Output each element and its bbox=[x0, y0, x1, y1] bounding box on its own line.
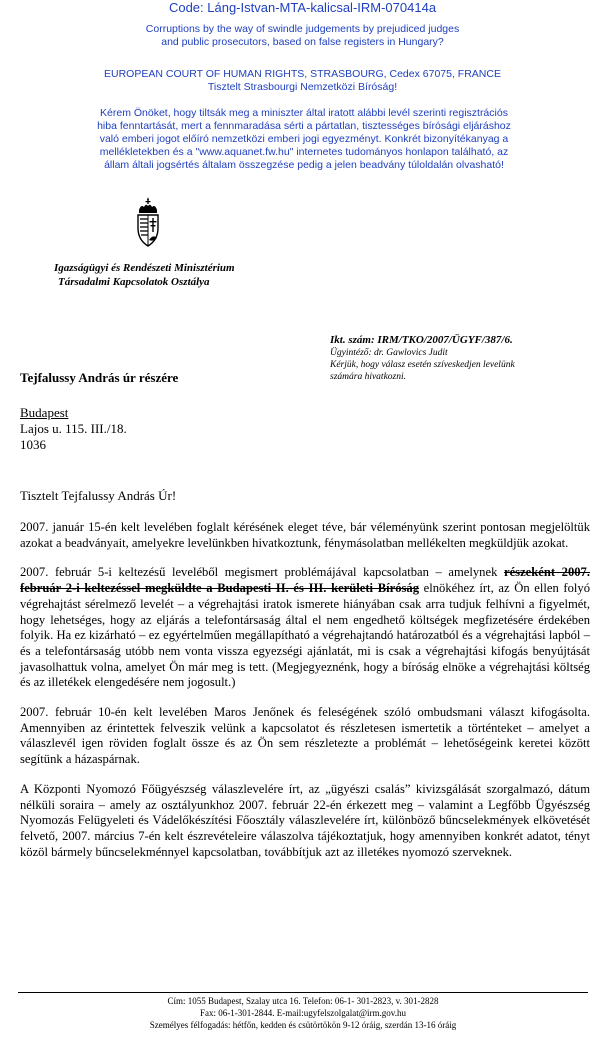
coat-of-arms-icon bbox=[133, 196, 163, 248]
header-line: Corruptions by the way of swindle judgements by prejudiced judges bbox=[145, 23, 460, 35]
reference-request: Kérjük, hogy válasz esetén szíveskedjen levelünk bbox=[330, 360, 515, 370]
notice-line: való emberi jogot előíró nemzetközi emberi jogi egyezményt. Konkrét bizonyítékanyag a bbox=[99, 133, 509, 145]
notice-line: állam általi jogsértés általam összegzése pedig a jelen beadvány túloldalán olvasható! bbox=[104, 159, 504, 171]
notice-line: Kérem Önöket, hogy tiltsák meg a miniszter által iratott alábbi levél szerinti regisztrációs bbox=[100, 107, 508, 119]
recipient-address bbox=[20, 405, 127, 453]
department-line: Társadalmi Kapcsolatok Osztálya bbox=[58, 276, 210, 288]
case-handler: Ügyintéző: dr. Gawlovics Judit bbox=[330, 348, 448, 358]
notice-line: mellékletekben és a "www.aquanet.fw.hu" internetes tudományos honlapon található, az bbox=[99, 146, 509, 158]
paragraph: 2007. február 10-én kelt levelében Maros Jenőnek és feleségének szóló ombudsmani választ kifogásolta. Amennyiben az érintettek felveszik velünk a kapcsolatot és részletesen ismertetik a történteket – amelyet a válaszlevél igen röviden foglalt össze és az Ön sem részletezte a problémát – lehetőségeink keretei között segítünk a házaspárnak. bbox=[20, 705, 590, 767]
document-code: Code: Láng-Istvan-MTA-kalicsal-IRM-070414a bbox=[168, 0, 437, 15]
court-address bbox=[40, 68, 565, 94]
paragraph: A Központi Nyomozó Főügyészség válaszlevelére írt, az „ügyészi csalás” kivizsgálását szorgalmazó, dátum nélküli soraira – amely az osztályunkhoz 2007. február 22-én érkezett meg – valamint a Legfőbb Ügyészség Nyomozás Felügyeleti és Vádelőkészítési Főosztály válaszlevelére írt, különböző bűncselekmények elkövetését felvető, 2007. március 7-én kelt észrevételeire válaszolva tájékoztatjuk, hogy amennyiben konkrét adatot, tényt közöl bármely bűncselekménnyel kapcsolatban, továbbítjuk azt az illetékes nyomozó szerveknek. bbox=[20, 781, 590, 859]
header-caption bbox=[40, 23, 565, 49]
address-street: Lajos u. 115. III./18. bbox=[20, 421, 127, 436]
paragraph bbox=[20, 565, 590, 691]
court-salutation: Tisztelt Strasbourgi Nemzetközi Bíróság! bbox=[207, 81, 398, 93]
reference-number: Ikt. szám: IRM/TKO/2007/ÜGYF/387/6. bbox=[330, 334, 513, 346]
struck-text: részeként 2007. február 2-i keltezéssel megküldte a Budapesti II. és III. kerületi Bíróság bbox=[20, 565, 590, 596]
letter-body bbox=[20, 520, 590, 874]
paragraph-text: elnökéhez írt, az Ön ellen folyó végrehajtást sérelmező levelét – a végrehajtási iratok ismerete hiányában csak arra tudjuk felhívni a figyelmét, hogy lehetséges, hogy az eljárás a telefontársaság által el nem engedhető költségek megfizetésére érdekében folyik. Ha ez kizárható – ez egyértelműen megállapítható a végrehajtandó határozatból és a végrehajtási lapból – és a telefontársaság utóbb nem vonta vissza egyezségi ajánlatát, mi is csak a végrehajtási kifogás benyújtását javasolhattuk volna, amelyet Ön már meg is tett. (Megjegyeznénk, hogy a bíróság elnöke a végrehajtási költség és az illetékek elengedésére nem jogosult.) bbox=[20, 581, 590, 690]
footer-address: Cím: 1055 Budapest, Szalay utca 16. Telefon: 06-1- 301-2823, v. 301-2828 bbox=[167, 996, 439, 1006]
reference-request: számára hivatkozni. bbox=[330, 372, 406, 382]
address-zip: 1036 bbox=[20, 437, 46, 452]
notice-paragraph bbox=[60, 107, 548, 172]
recipient-name: Tejfalussy András úr részére bbox=[20, 370, 179, 385]
ministry-name bbox=[54, 261, 235, 289]
reference-block bbox=[330, 333, 600, 383]
paragraph: 2007. január 15-én kelt levelében foglalt kérésének eleget téve, bár véleményünk szerint pontosan megjelöltük azokat a beadványait, amelyekre levelünkben hivatkoztunk, fénymásolatban mellékelten megküldjük azokat. bbox=[20, 520, 590, 550]
paragraph-text: 2007. február 5-i keltezésű leveléből megismert problémájával kapcsolatban – amelynek bbox=[20, 565, 498, 580]
header-line: and public prosecutors, based on false registers in Hungary? bbox=[161, 36, 444, 48]
court-name: EUROPEAN COURT OF HUMAN RIGHTS, STRASBOURG, Cedex 67075, FRANCE bbox=[104, 68, 501, 80]
ministry-line: Igazságügyi és Rendészeti Minisztérium bbox=[54, 262, 235, 274]
footer-contact: Fax: 06-1-301-2844. E-mail:ugyfelszolgalat@irm.gov.hu bbox=[200, 1008, 406, 1018]
footer-divider bbox=[18, 992, 588, 993]
notice-line: hiba fenntartását, mert a fennmaradása sérti a pártatlan, tisztességes bírósági eljáráshoz bbox=[97, 120, 511, 132]
footer bbox=[18, 995, 588, 1031]
address-city: Budapest bbox=[20, 405, 69, 420]
footer-hours: Személyes félfogadás: hétfőn, kedden és csütörtökön 9-12 óráig, szerdán 13-16 óráig bbox=[149, 1020, 457, 1030]
salutation: Tisztelt Tejfalussy András Úr! bbox=[20, 488, 177, 503]
